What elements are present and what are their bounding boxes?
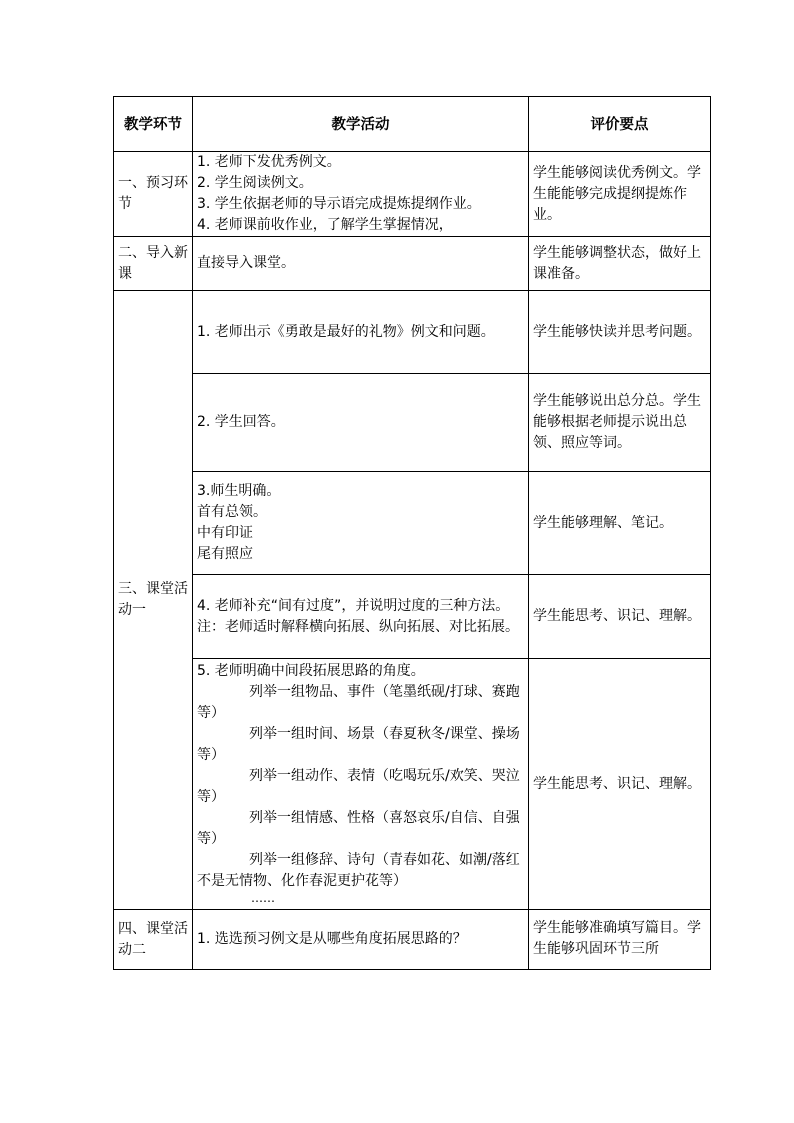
activity-cell: 1. 老师出示《勇敢是最好的礼物》例文和问题。 [193, 291, 529, 374]
activity-cell [193, 472, 529, 575]
table-row [114, 472, 711, 575]
evaluation-cell: 学生能够准确填写篇目。学生能够巩固环节三所 [529, 910, 711, 970]
stage-cell: 三、课堂活动一 [114, 291, 193, 910]
evaluation-cell: 学生能够说出总分总。学生能够根据老师提示说出总领、照应等词。 [529, 374, 711, 472]
activity-line: 4. 老师课前收作业，了解学生掌握情况， [197, 217, 453, 233]
table-row [114, 910, 711, 970]
table-row [114, 575, 711, 659]
activity-line: 4. 老师补充“间有过度”，并说明过度的三种方法。 [197, 597, 510, 614]
activity-cell: 直接导入课堂。 [193, 237, 529, 291]
table-row [114, 291, 711, 374]
activity-line: 列举一组时间、场景（春夏秋冬/课堂、操场等） [197, 726, 520, 763]
activity-line: 列举一组物品、事件（笔墨纸砚/打球、赛跑等） [197, 684, 520, 721]
activity-cell [193, 659, 529, 910]
activity-line: 首有总领。 [197, 504, 267, 520]
activity-line: 3. 学生依据老师的导示语完成提炼提纲作业。 [197, 196, 481, 212]
header-row [114, 97, 711, 152]
activity-line: 中有印证 [197, 525, 253, 541]
header-stage: 教学环节 [114, 97, 193, 152]
stage-cell: 一、预习环节 [114, 152, 193, 237]
activity-line: 3.师生明确。 [197, 483, 281, 499]
header-activity: 教学活动 [193, 97, 529, 152]
evaluation-cell: 学生能思考、识记、理解。 [529, 575, 711, 659]
activity-cell [193, 152, 529, 237]
activity-line: 列举一组修辞、诗句（青春如花、如潮/落红不是无情物、化作春泥更护花等） [197, 852, 520, 889]
evaluation-cell: 学生能够快读并思考问题。 [529, 291, 711, 374]
activity-line: 尾有照应 [197, 546, 253, 562]
stage-cell: 二、导入新课 [114, 237, 193, 291]
evaluation-cell: 学生能够理解、笔记。 [529, 472, 711, 575]
table-row [114, 374, 711, 472]
activity-line: 列举一组情感、性格（喜怒哀乐/自信、自强等） [197, 810, 520, 847]
stage-cell: 四、课堂活动二 [114, 910, 193, 970]
evaluation-cell: 学生能够调整状态，做好上课准备。 [529, 237, 711, 291]
ellipsis: …… [251, 891, 275, 905]
lesson-plan-table [113, 96, 711, 970]
table-row [114, 659, 711, 910]
evaluation-cell: 学生能够阅读优秀例文。学生能能够完成提纲提炼作业。 [529, 152, 711, 237]
activity-cell: 1. 选选预习例文是从哪些角度拓展思路的？ [193, 910, 529, 970]
activity-cell [193, 575, 529, 659]
activity-line: 5. 老师明确中间段拓展思路的角度。 [197, 663, 425, 679]
activity-line: 2. 学生阅读例文。 [197, 175, 313, 191]
header-evaluation: 评价要点 [529, 97, 711, 152]
evaluation-cell: 学生能思考、识记、理解。 [529, 659, 711, 910]
table-row [114, 237, 711, 291]
table-row [114, 152, 711, 237]
activity-line: 1. 老师下发优秀例文。 [197, 154, 341, 170]
activity-cell: 2. 学生回答。 [193, 374, 529, 472]
activity-line: 注：老师适时解释横向拓展、纵向拓展、对比拓展。 [197, 618, 519, 635]
activity-line: 列举一组动作、表情（吃喝玩乐/欢笑、哭泣等） [197, 768, 520, 805]
